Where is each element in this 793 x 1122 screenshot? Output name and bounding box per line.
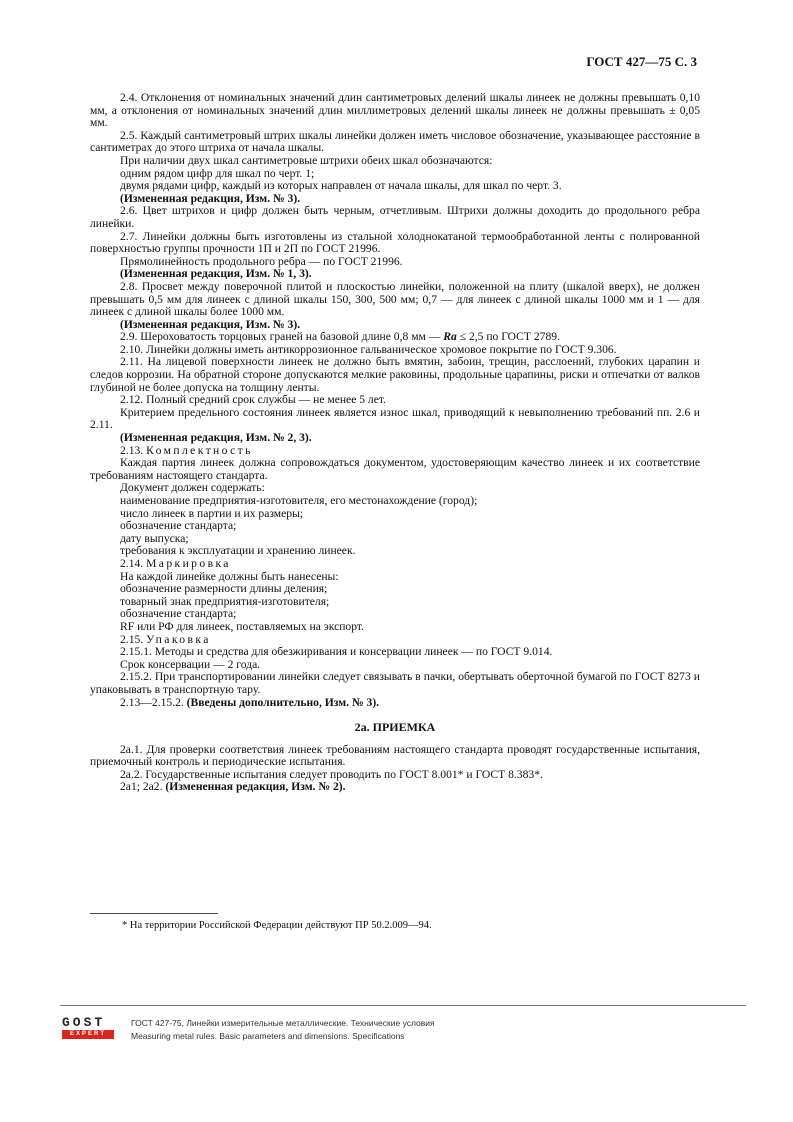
text-span: 2.13.	[120, 443, 147, 457]
paragraph: 2.8. Просвет между поверочной плитой и плоскостью линейки, положенной на плиту (шкалой вверх), не должен превышать 0,5 мм для линеек с длиной шкалы 150, 300, 500 мм; 0,7 — для линеек с длиной шкалы 1000 мм и 1 — для линеек с длиной шкалы более 1000 мм.	[90, 279, 700, 319]
footnote-divider	[90, 913, 218, 914]
footer-title-ru: ГОСТ 427-75, Линейки измерительные металлические. Технические условия	[131, 1018, 435, 1028]
text-span: 2а1; 2а2.	[120, 780, 166, 794]
paragraph: Прямолинейность продольного ребра — по ГОСТ 21996.	[120, 254, 403, 268]
list-item: число линеек в партии и их размеры;	[120, 506, 304, 520]
paragraph: Срок консервации — 2 года.	[120, 657, 261, 671]
paragraph: 2.11. На лицевой поверхности линеек не должно быть вмятин, забоин, трещин, расслоений, глубоких царапин и следов коррозии. На обратной стороне допускаются мелкие раковины, продольные царапины, риски и отпечатки от валков глубиной не более допуска на толщину ленты.	[90, 355, 700, 394]
paragraph: 2.15.1. Методы и средства для обезжиривания и консервации линеек — по ГОСТ 9.014.	[120, 645, 553, 659]
amendment-note: (Измененная редакция, Изм. № 1, 3).	[120, 267, 312, 281]
paragraph: 2а.1. Для проверки соответствия линеек требованиям настоящего стандарта проводят государственные испытания, приемочный контроль и периодические испытания.	[90, 742, 700, 769]
paragraph: 2.7. Линейки должны быть изготовлены из стальной холоднокатаной термообработанной ленты с полированной поверхностью группы прочности 1П и 2П по ГОСТ 21996.	[90, 229, 700, 256]
text-span: 2.15.	[120, 632, 147, 646]
paragraph: При наличии двух шкал сантиметровые штрихи обеих шкал обозначаются:	[120, 153, 493, 167]
paragraph: 2.4. Отклонения от номинальных значений длин сантиметровых делений шкалы линеек не должны превышать 0,10 мм, а отклонения от номинальных значений длин миллиметровых делений шкалы линеек не должны превышать ± 0,05 мм.	[90, 91, 700, 130]
list-item: наименование предприятия-изготовителя, его местонахождение (город);	[120, 494, 478, 507]
amendment-note: (Измененная редакция, Изм. № 2, 3).	[120, 431, 312, 445]
paragraph: 2.10. Линейки должны иметь антикоррозионное гальваническое хромовое покрытие по ГОСТ 9.306.	[120, 342, 617, 356]
paragraph: Каждая партия линеек должна сопровождаться документом, удостоверяющим качество линеек и их соответствие требованиям настоящего стандарта.	[90, 456, 700, 482]
list-item: обозначение стандарта;	[120, 519, 237, 533]
footer-caption	[131, 1017, 435, 1043]
list-item: товарный знак предприятия-изготовителя;	[120, 594, 330, 608]
roughness-symbol: Ra	[443, 330, 457, 344]
text-span: 2.13—2.15.2.	[120, 695, 187, 709]
document-body	[90, 92, 700, 794]
list-item: дату выпуска;	[120, 531, 189, 545]
page-header: ГОСТ 427—75 С. 3	[586, 54, 697, 69]
spaced-title: Маркировка	[146, 556, 231, 570]
paragraph: 2.6. Цвет штрихов и цифр должен быть черным, отчетливым. Штрихи должны доходить до продольного ребра линейки.	[90, 204, 700, 230]
text-span: 2.9. Шероховатость торцовых граней на базовой длине 0,8 мм —	[120, 330, 444, 344]
amendment-note: (Измененная редакция, Изм. № 3).	[120, 317, 301, 331]
text-span: ≤ 2,5 по ГОСТ 2789.	[456, 330, 560, 344]
spaced-title: Комплектность	[146, 443, 253, 457]
paragraph	[90, 697, 700, 710]
list-item: одним рядом цифр для шкал по черт. 1;	[120, 166, 315, 180]
spaced-title: Упаковка	[146, 632, 211, 646]
list-item: требования к эксплуатации и хранению линеек.	[120, 544, 356, 558]
footer-divider	[60, 1005, 746, 1006]
gost-expert-logo	[62, 1016, 114, 1042]
list-item: RF или РФ для линеек, поставляемых на экспорт.	[120, 619, 364, 633]
list-item: обозначение стандарта;	[120, 607, 237, 621]
paragraph: Документ должен содержать:	[120, 481, 265, 495]
list-item: двумя рядами цифр, каждый из которых направлен от начала шкалы, для шкал по черт. 3.	[120, 179, 562, 193]
amendment-note: (Измененная редакция, Изм. № 2).	[165, 780, 346, 794]
amendment-note: (Введены дополнительно, Изм. № 3).	[186, 695, 380, 709]
subsection-heading	[90, 558, 700, 571]
amendment-note: (Измененная редакция, Изм. № 3).	[120, 191, 301, 205]
paragraph	[90, 781, 700, 794]
section-heading: 2а. ПРИЕМКА	[354, 720, 436, 735]
footer-title-en: Measuring metal rules. Basic parameters and dimensions. Specifications	[131, 1031, 405, 1041]
paragraph: На каждой линейке должны быть нанесены:	[120, 569, 339, 583]
list-item: обозначение размерности длины деления;	[120, 582, 328, 596]
logo-subtitle: EXPERT	[62, 1030, 114, 1039]
paragraph: 2.5. Каждый сантиметровый штрих шкалы линейки должен иметь числовое обозначение, указывающее расстояние в сантиметрах до этого штриха от начала шкалы.	[90, 128, 700, 155]
paragraph	[90, 331, 700, 344]
text-span: 2.14.	[120, 556, 147, 570]
paragraph: 2.15.2. При транспортировании линейки следует связывать в пачки, обертывать оберточной бумагой по ГОСТ 8273 и упаковывать в транспортную тару.	[90, 670, 700, 696]
logo-wordmark: GOST	[62, 1015, 106, 1030]
paragraph: Критерием предельного состояния линеек является износ шкал, приводящий к невыполнению требований пп. 2.6 и 2.11.	[90, 405, 700, 432]
paragraph: 2а.2. Государственные испытания следует проводить по ГОСТ 8.001* и ГОСТ 8.383*.	[120, 767, 543, 781]
footnote: * На территории Российской Федерации действуют ПР 50.2.009—94.	[122, 920, 432, 931]
paragraph: 2.12. Полный средний срок службы — не менее 5 лет.	[120, 393, 386, 407]
